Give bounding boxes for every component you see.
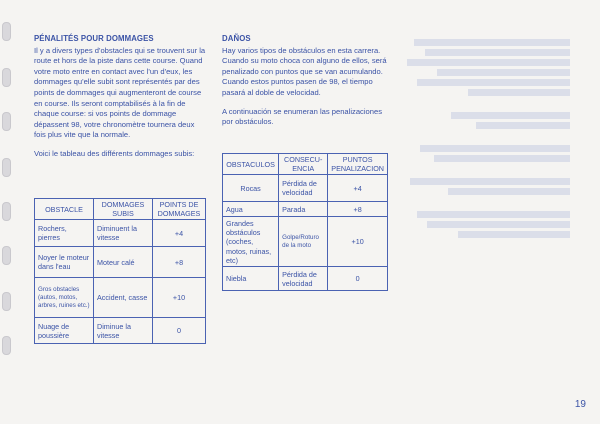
- points-cell: +8: [328, 202, 388, 217]
- binder-hole: [2, 22, 11, 41]
- french-paragraph-1: Il y a divers types d'obstacles qui se trouvent sur la route et hors de la piste dans cette course. Quand votre moto entre en contact avec l'un d'eux, les dommages qu'elle subit sont représentés par des points de dommages qui augmenteront de course en course. Ils seront comptabilisés à la fin de chaque course: si vos points de dommage dépassent 98, votre chronomètre tournera deux fois plus vite que la normale.: [34, 45, 206, 140]
- french-section: [34, 34, 206, 168]
- binder-hole: [2, 246, 11, 265]
- binder-hole: [2, 68, 11, 87]
- table-header-row: [35, 199, 206, 220]
- obstacle-cell: Nuage de poussière: [35, 318, 94, 344]
- obstacle-cell: Rochers, pierres: [35, 220, 94, 247]
- damage-cell: Moteur calé: [94, 247, 153, 278]
- obstacle-cell: Rocas: [223, 175, 279, 202]
- obstacle-cell: Niebla: [223, 267, 279, 291]
- damage-cell: Diminuent la vitesse: [94, 220, 153, 247]
- column-header-damage: DOMMAGES SUBIS: [94, 199, 153, 220]
- column-header-obstacle: OBSTACULOS: [223, 154, 279, 175]
- table-row: [35, 278, 206, 318]
- french-paragraph-2: Voici le tableau des différents dommages subis:: [34, 148, 195, 158]
- damage-cell: Accident, casse: [94, 278, 153, 318]
- table-row: [223, 175, 388, 202]
- obstacle-cell: Grandes obstáculos (coches, motos, ruinas, etc): [223, 217, 279, 267]
- spanish-heading: DAÑOS: [222, 34, 251, 43]
- table-row: [35, 247, 206, 278]
- french-damage-table: [34, 198, 206, 344]
- consequence-cell: Pérdida de velocidad: [279, 175, 328, 202]
- column-header-points: POINTS DE DOMMAGES: [153, 199, 206, 220]
- table-row: [35, 318, 206, 344]
- consequence-cell: Pérdida de velocidad: [279, 267, 328, 291]
- show-through-text: [400, 36, 570, 241]
- damage-cell: Diminue la vitesse: [94, 318, 153, 344]
- column-header-consequence: CONSECU- ENCIA: [279, 154, 328, 175]
- obstacle-cell: Gros obstacles (autos, motos, arbres, ruines etc.): [35, 278, 94, 318]
- obstacle-cell: Noyer le moteur dans l'eau: [35, 247, 94, 278]
- consequence-cell: Golpe/Roturo de la moto: [279, 217, 328, 267]
- points-cell: 0: [153, 318, 206, 344]
- binder-hole: [2, 336, 11, 355]
- binder-hole: [2, 112, 11, 131]
- table-row: [35, 220, 206, 247]
- table-header-row: [223, 154, 388, 175]
- points-cell: +8: [153, 247, 206, 278]
- column-header-obstacle: OBSTACLE: [35, 199, 94, 220]
- obstacle-cell: Agua: [223, 202, 279, 217]
- points-cell: +4: [328, 175, 388, 202]
- spanish-damage-table: [222, 153, 388, 291]
- table-row: [223, 267, 388, 291]
- consequence-cell: Parada: [279, 202, 328, 217]
- spanish-paragraph-2: A continuación se enumeran las penalizaciones por obstáculos.: [222, 106, 382, 127]
- binder-hole: [2, 202, 11, 221]
- column-header-points: PUNTOS PENALIZACION: [328, 154, 388, 175]
- points-cell: +10: [153, 278, 206, 318]
- table-row: [223, 217, 388, 267]
- binder-hole: [2, 158, 11, 177]
- points-cell: 0: [328, 267, 388, 291]
- spanish-paragraph-1: Hay varios tipos de obstáculos en esta carrera. Cuando su moto choca con alguno de ellos, será penalizado con puntos que se van acumulando. Cuando estos puntos pasen de 98, el tiempo pasará al doble de velocidad.: [222, 45, 387, 97]
- french-heading: PÉNALITÉS POUR DOMMAGES: [34, 34, 154, 43]
- binder-hole: [2, 292, 11, 311]
- table-row: [223, 202, 388, 217]
- points-cell: +10: [328, 217, 388, 267]
- spanish-section: [222, 34, 390, 136]
- points-cell: +4: [153, 220, 206, 247]
- page-number: 19: [574, 399, 586, 410]
